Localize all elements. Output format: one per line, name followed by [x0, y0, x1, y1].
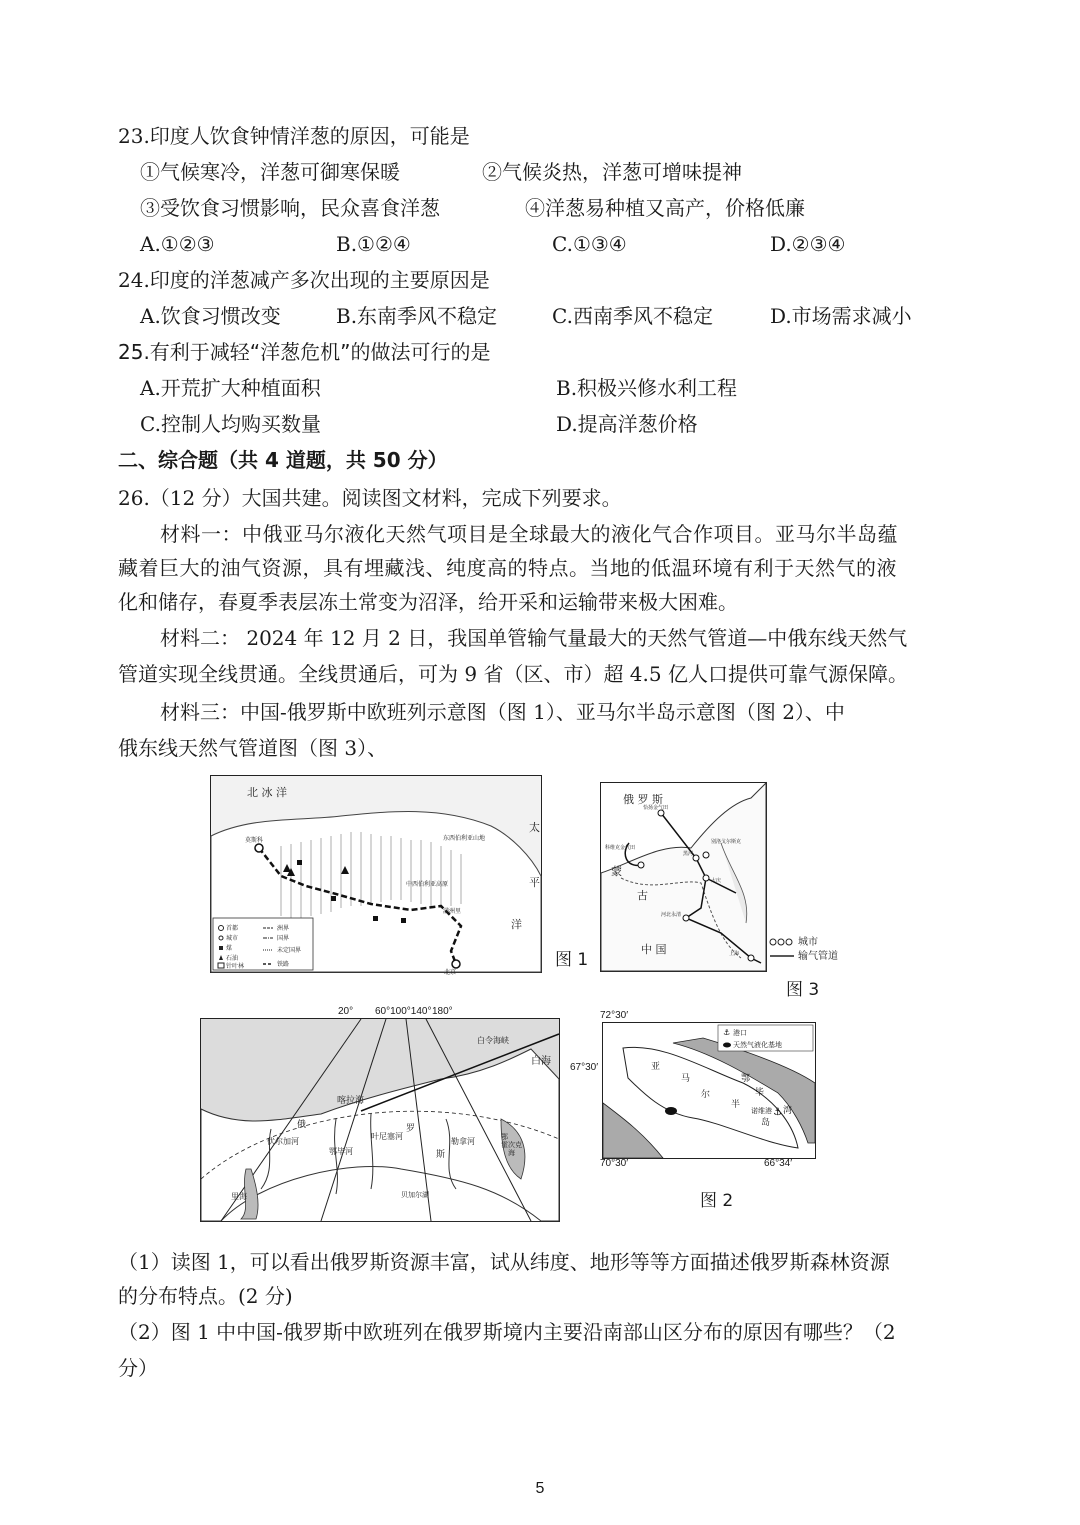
q26-material-1-line-3: 化和储存，春夏季表层冻土常变为沼泽，给开采和运输带来极大困难。 — [118, 590, 738, 614]
q25-option-b: B.积极兴修水利工程 — [556, 376, 738, 400]
svg-text:⚓: ⚓ — [723, 1028, 731, 1037]
figure-1-svg — [211, 776, 541, 976]
q26-material-3-line-1: 材料三：中国-俄罗斯中欧班列示意图（图 1）、亚马尔半岛示意图（图 2）、中 — [160, 700, 845, 724]
q24-option-c: C.西南季风不稳定 — [552, 304, 713, 328]
rivers-map-caspian: 里海 — [231, 1192, 247, 1201]
figure-1-legend-forest: 针叶林 — [226, 963, 245, 970]
rivers-map-bering: 白令海峡 — [477, 1036, 509, 1045]
q26-stem: 26.（12 分）大国共建。阅读图文材料，完成下列要求。 — [118, 486, 622, 510]
q26-sub1-line-2: 的分布特点。(2 分) — [118, 1284, 293, 1308]
figure-2-novy-port: 诺维港 — [751, 1107, 772, 1115]
figure-2-yamal-2: 马 — [681, 1074, 691, 1084]
q26-material-2-line-2: 管道实现全线贯通。全线贯通后，可为 9 省（区、市）超 4.5 亿人口提供可靠气源保障。 — [118, 662, 908, 686]
figure-3-russia: 俄 罗 斯 — [623, 793, 663, 806]
q26-material-2-line-1: 材料二： 2024 年 12 月 2 日，我国单管输气量最大的天然气管道—中俄东线天然气 — [160, 626, 908, 650]
rivers-map-lon-60-140: 60°100°140° — [375, 1006, 432, 1017]
rivers-map-okhotsk-5: 海 — [508, 1149, 515, 1157]
figure-1-legend-continent-border: 洲界 — [277, 925, 290, 932]
q23-statement-3: ③受饮食习惯影响，民众喜食洋葱 — [140, 196, 440, 220]
section-2-heading: 二、综合题（共 4 道题，共 50 分） — [118, 448, 448, 472]
figure-2-caption: 图 2 — [700, 1191, 734, 1211]
figure-1-caption: 图 1 — [555, 950, 589, 970]
q26-material-3-line-2: 俄东线天然气管道图（图 3）、 — [118, 736, 388, 760]
q23-option-c: C.①③④ — [552, 232, 627, 256]
figure-1-legend-city: 城市 — [226, 935, 239, 942]
figure-3-map — [600, 782, 767, 972]
figure-3-city-kovykta: 科维克金气田 — [605, 845, 636, 851]
figure-3-legend-pipeline: 输气管道 — [798, 951, 838, 962]
figure-2-ob-bay-3: 湾 — [783, 1106, 793, 1116]
figure-3-mongolia-2: 古 — [637, 889, 648, 902]
q23-stem: 23.印度人饮食钟情洋葱的原因，可能是 — [118, 124, 470, 148]
figure-3-city-belogorsk: 别洛戈尔斯克 — [711, 839, 742, 845]
figure-1-central-siberia: 中西伯利亚高原 — [406, 881, 449, 888]
figure-3-city-chayanda: 恰扬金气田 — [643, 805, 669, 811]
q25-stem: 25.有利于减轻“洋葱危机”的做法可行的是 — [118, 340, 491, 364]
figure-1-legend-oil: 石油 — [226, 955, 239, 962]
q23-statement-1: ①气候寒冷，洋葱可御寒保暖 — [140, 160, 400, 184]
figure-2-map — [602, 1022, 816, 1159]
figure-3-caption: 图 3 — [786, 980, 820, 1000]
q24-option-d: D.市场需求减小 — [770, 304, 912, 328]
figure-2-lon-left: 70°30′ — [600, 1158, 629, 1169]
rivers-map-ob: 鄂毕河 — [329, 1147, 353, 1156]
rivers-map-volga: 伏尔加河 — [267, 1137, 299, 1146]
figure-1-east-siberia: 东西伯利亚山地 — [443, 835, 486, 842]
figure-2-lat-mid: 67°30′ — [570, 1062, 599, 1073]
rivers-map-okhotsk-1: 鄂 — [501, 1133, 508, 1141]
figure-1-legend-railway: 铁路 — [277, 961, 290, 968]
rivers-map-okhotsk-2: 霍 — [501, 1141, 508, 1149]
figure-1-map — [210, 775, 542, 976]
q26-sub2-line-1: （2）图 1 中中国-俄罗斯中欧班列在俄罗斯境内主要沿南部山区分布的原因有哪些？（2 — [118, 1320, 896, 1344]
rivers-map-yenisei: 叶尼塞河 — [371, 1132, 403, 1141]
figure-1-legend-undefined-border: 未定国界 — [277, 947, 302, 954]
figure-3-legend-city: 城市 — [798, 937, 818, 948]
figure-2-legend-port: 港口 — [733, 1029, 747, 1037]
rivers-map-lon-20: 20° — [338, 1006, 354, 1017]
figure-2-lat-top: 72°30′ — [600, 1010, 629, 1021]
q24-option-a: A.饮食习惯改变 — [140, 304, 281, 328]
figure-3-legend-svg — [768, 934, 848, 974]
rivers-map-russia-1: 俄 — [297, 1120, 307, 1130]
q26-sub1-line-1: （1）读图 1，可以看出俄罗斯资源丰富，试从纬度、地形等等方面描述俄罗斯森林资源 — [118, 1250, 890, 1274]
rivers-map-russia-2: 罗 — [406, 1124, 416, 1134]
figure-2-yamal-3: 尔 — [701, 1090, 711, 1100]
q23-statement-2: ②气候炎热，洋葱可增味提神 — [482, 160, 742, 184]
rivers-map-white-sea: 白海 — [531, 1056, 551, 1067]
q25-option-a: A.开荒扩大种植面积 — [140, 376, 321, 400]
figure-1-moscow: 莫斯科 — [245, 837, 264, 844]
q25-option-d: D.提高洋葱价格 — [556, 412, 698, 436]
rivers-map-okhotsk-4: 克 — [515, 1141, 522, 1149]
figure-2-lon-right: 66°34′ — [764, 1158, 793, 1169]
russia-rivers-map — [200, 1018, 560, 1222]
rivers-map-okhotsk-3: 次 — [508, 1141, 515, 1149]
figure-3-city-heihe: 黑河 — [683, 851, 694, 857]
figure-1-manzhouli: 满洲里 — [443, 908, 462, 915]
figure-2-legend-lng: 天然气液化基地 — [733, 1041, 782, 1049]
figure-3-city-shanghai: 上海 — [729, 951, 740, 957]
figure-2-ob-bay-1: 鄂 — [741, 1074, 751, 1084]
figure-3-legend — [768, 934, 848, 974]
figure-2-yamal-1: 亚 — [651, 1062, 661, 1072]
figure-2-ob-bay-2: 毕 — [755, 1088, 765, 1098]
figure-2-yamal-5: 岛 — [761, 1118, 771, 1128]
q24-option-b: B.东南季风不稳定 — [336, 304, 498, 328]
figure-3-china: 中 国 — [641, 943, 667, 956]
svg-text:⚓: ⚓ — [773, 1107, 782, 1118]
q23-option-d: D.②③④ — [770, 232, 846, 256]
rivers-map-baikal: 贝加尔湖 — [401, 1191, 429, 1199]
q23-statement-4: ④洋葱易种植又高产，价格低廉 — [525, 196, 805, 220]
figure-1-legend-national-border: 国界 — [277, 935, 290, 942]
figure-2-svg — [603, 1023, 815, 1158]
rivers-map-lena: 勒拿河 — [451, 1137, 475, 1146]
figure-1-pacific-1: 太 — [529, 821, 540, 834]
q26-material-1-line-2: 藏着巨大的油气资源，具有埋藏浅、纯度高的特点。当地的低温环境有利于天然气的液 — [118, 556, 897, 580]
figure-1-beijing: 北京 — [444, 969, 457, 976]
page-number: 5 — [535, 1480, 545, 1497]
rivers-map-kara-sea: 喀拉海 — [337, 1096, 365, 1106]
q25-option-c: C.控制人均购买数量 — [140, 412, 321, 436]
figure-3-city-yongqing: 河北永清 — [661, 912, 682, 918]
figure-1-pacific-3: 洋 — [511, 918, 522, 931]
q24-stem: 24.印度的洋葱减产多次出现的主要原因是 — [118, 268, 490, 292]
figure-1-pacific-2: 平 — [529, 876, 540, 889]
figure-3-mongolia-1: 蒙 — [611, 865, 622, 878]
figure-3-city-daqing: 大庆 — [711, 878, 722, 884]
figure-1-legend-coal: 煤 — [226, 945, 233, 952]
q23-option-b: B.①②④ — [336, 232, 411, 256]
figure-3-svg — [601, 783, 766, 971]
q23-option-a: A.①②③ — [140, 232, 215, 256]
rivers-map-lon-180: 180° — [432, 1006, 453, 1017]
figure-2-yamal-4: 半 — [731, 1100, 741, 1110]
figure-1-arctic-label: 北 冰 洋 — [247, 786, 287, 799]
figure-1-legend-capital: 首都 — [226, 925, 239, 932]
q26-sub2-line-2: 分） — [118, 1356, 158, 1380]
q26-material-1-line-1: 材料一：中俄亚马尔液化天然气项目是全球最大的液化气合作项目。亚马尔半岛蕴 — [160, 522, 898, 546]
rivers-map-russia-3: 斯 — [436, 1150, 446, 1160]
russia-rivers-svg — [201, 1019, 559, 1221]
